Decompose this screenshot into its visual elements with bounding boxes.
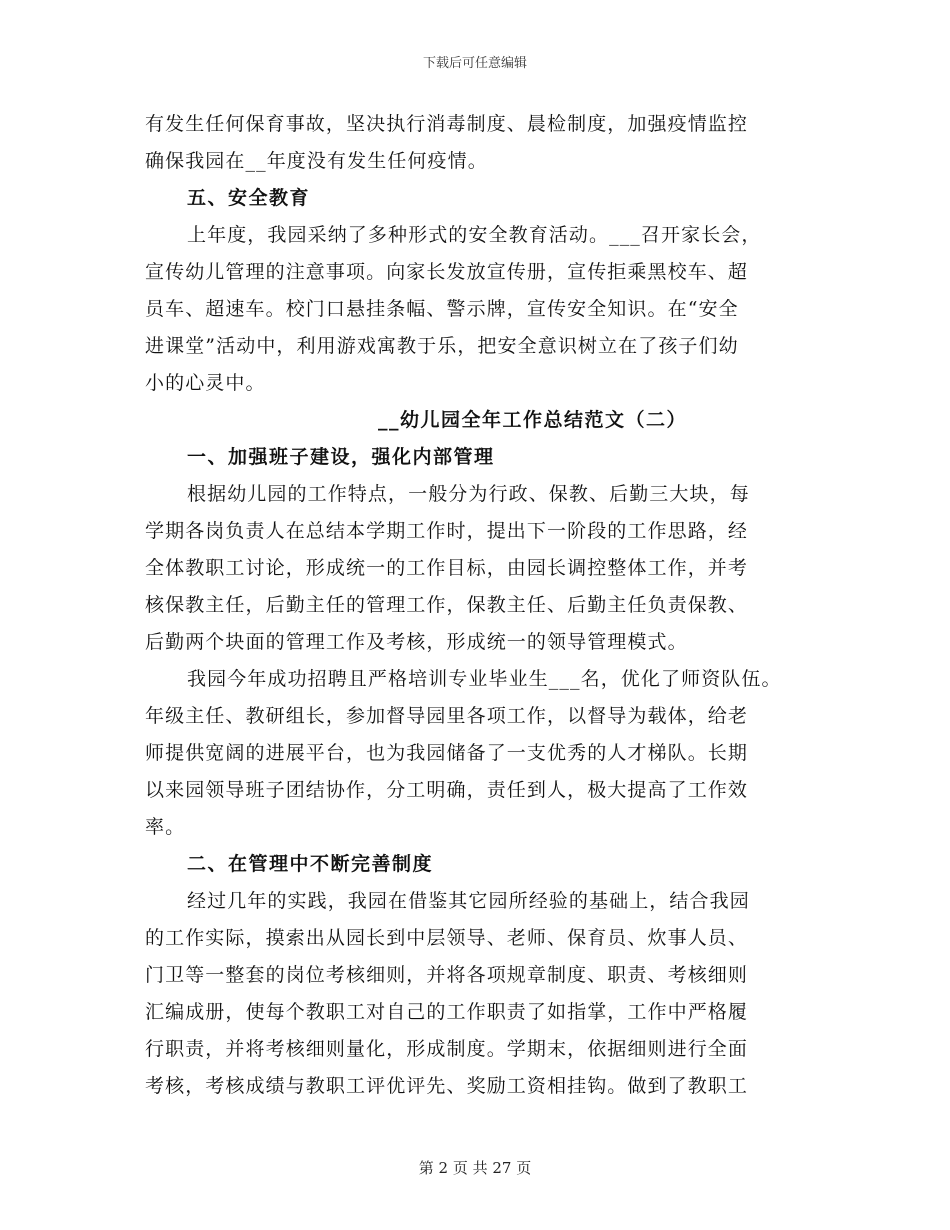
body-text-line: 师提供宽阔的进展平台，也为我园储备了一支优秀的人才梯队。长期	[145, 742, 749, 764]
paragraph-first-line: 上年度，我园采纳了多种形式的安全教育活动。___召开家长会，	[187, 224, 762, 246]
body-text-line: 以来园领导班子团结协作，分工明确，责任到人，极大提高了工作效	[145, 779, 749, 801]
document-body	[145, 106, 820, 1105]
body-text-line: 员车、超速车。校门口悬挂条幅、警示牌，宣传安全知识。在“安全	[145, 298, 739, 320]
section-heading: 一、加强班子建设，强化内部管理	[187, 446, 495, 468]
body-text-line: 行职责，并将考核细则量化，形成制度。学期末，依据细则进行全面	[145, 1038, 749, 1060]
body-text-line: 核保教主任，后勤主任的管理工作，保教主任、后勤主任负责保教、	[145, 594, 749, 616]
page-header: 下载后可任意编辑	[422, 56, 527, 71]
paragraph-first-line: 根据幼儿园的工作特点，一般分为行政、保教、后勤三大块，每	[187, 483, 750, 505]
body-text-line: 小的心灵中。	[145, 372, 266, 394]
body-text-line: 有发生任何保育事故，坚决执行消毒制度、晨检制度，加强疫情监控	[145, 113, 749, 135]
paragraph-first-line: 经过几年的实践，我园在借鉴其它园所经验的基础上，结合我园	[187, 890, 750, 912]
body-text-line: 汇编成册，使每个教职工对自己的工作职责了如指掌，工作中严格履	[145, 1001, 749, 1023]
body-text-line: 后勤两个块面的管理工作及考核，形成统一的领导管理模式。	[145, 631, 688, 653]
body-text-line: 进课堂”活动中，利用游戏寓教于乐，把安全意识树立在了孩子们幼	[145, 335, 739, 357]
body-text-line: 全体教职工讨论，形成统一的工作目标，由园长调控整体工作，并考	[145, 557, 749, 579]
body-text-line: 学期各岗负责人在总结本学期工作时，提出下一阶段的工作思路，经	[145, 520, 749, 542]
page-footer: 第 2 页 共 27 页	[418, 1159, 532, 1177]
body-text-line: 率。	[145, 816, 186, 838]
body-text-line: 确保我园在__年度没有发生任何疫情。	[145, 150, 488, 172]
section-heading: 二、在管理中不断完善制度	[187, 853, 434, 875]
paragraph-first-line: 我园今年成功招聘且严格培训专业毕业生___名，优化了师资队伍。	[187, 668, 782, 690]
body-text-line: 考核，考核成绩与教职工评优评先、奖励工资相挂钩。做到了教职工	[145, 1075, 749, 1097]
body-text-line: 宣传幼儿管理的注意事项。向家长发放宣传册，宣传拒乘黑校车、超	[145, 261, 749, 283]
body-text-line: 的工作实际，摸索出从园长到中层领导、老师、保育员、炊事人员、	[145, 927, 749, 949]
body-text-line: 年级主任、教研组长，参加督导园里各项工作，以督导为载体，给老	[145, 705, 749, 727]
section-heading: 五、安全教育	[187, 187, 311, 209]
body-text-line: 门卫等一整套的岗位考核细则，并将各项规章制度、职责、考核细则	[145, 964, 749, 986]
document-title: __幼儿园全年工作总结范文（二）	[377, 409, 687, 431]
